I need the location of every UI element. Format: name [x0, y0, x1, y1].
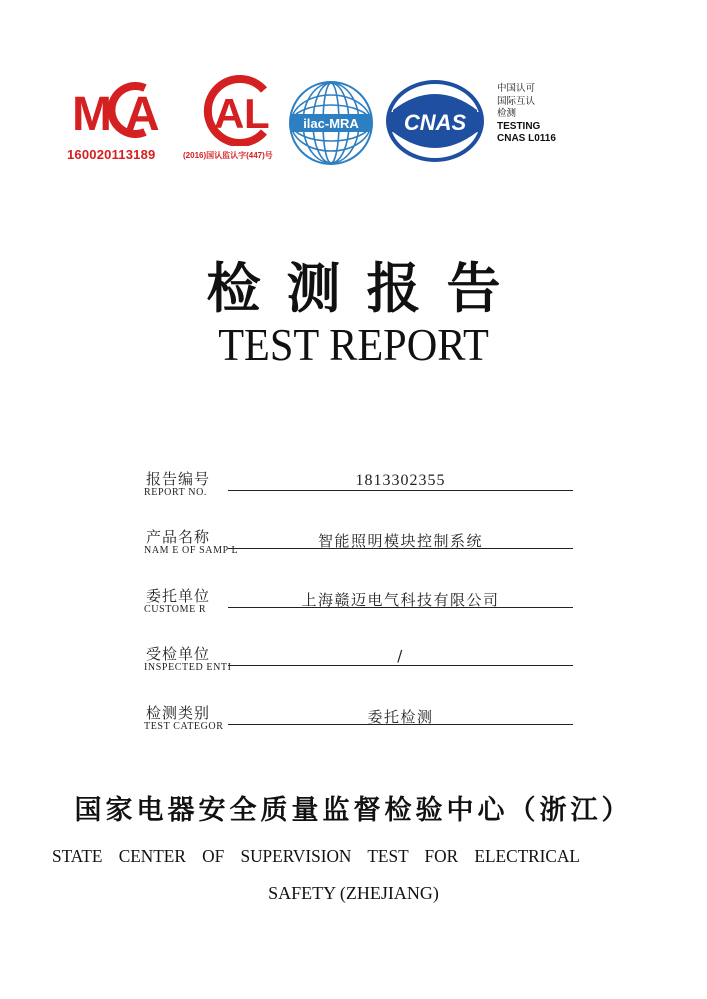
field-label-en: REPORT NO.	[144, 487, 208, 498]
field-underline	[228, 665, 573, 666]
field-test-category	[144, 702, 574, 742]
ilac-mra-logo	[288, 80, 374, 166]
field-label-cn: 委托单位	[146, 587, 211, 605]
field-label-cn: 报告编号	[146, 470, 211, 488]
field-value: /	[397, 647, 404, 665]
field-value: 智能照明模块控制系统	[317, 532, 483, 550]
field-value: 上海赣迈电气科技有限公司	[301, 591, 500, 609]
field-label-en: TEST CATEGOR	[144, 721, 224, 732]
field-label-en: NAM E OF SAMP L	[144, 545, 239, 556]
svg-text:A: A	[125, 88, 160, 141]
svg-text:ilac-MRA: ilac-MRA	[303, 116, 359, 131]
field-label-cn: 受检单位	[146, 645, 211, 663]
field-label-cn: 产品名称	[146, 528, 211, 546]
cma-logo	[67, 74, 182, 146]
cma-code: 160020113189	[67, 147, 156, 162]
report-title-cn: 检测报告	[206, 257, 527, 320]
svg-text:A: A	[214, 90, 245, 137]
organization-name-en-line2: SAFETY (ZHEJIANG)	[268, 883, 439, 903]
field-label-en: INSPECTED ENTI	[144, 662, 232, 673]
field-customer	[144, 585, 574, 625]
field-value: 委托检测	[367, 708, 434, 726]
field-underline	[228, 490, 573, 491]
svg-text:CNAS: CNAS	[403, 110, 467, 135]
cma-logo-text: M	[72, 88, 112, 141]
cal-code: (2016)国认监认字(447)号	[183, 151, 273, 160]
field-label-en: CUSTOME R	[144, 604, 207, 615]
report-title-en: TEST REPORT	[218, 319, 489, 370]
cnas-accreditation-text: 中国认可 国际互认 检测 TESTING CNAS L0116	[497, 83, 556, 144]
organization-name-cn: 国家电器安全质量监督检验中心（浙江）	[74, 795, 633, 826]
field-report-no	[144, 468, 574, 508]
cnas-logo	[385, 80, 485, 162]
svg-text:L: L	[244, 90, 270, 137]
field-inspected-entity	[144, 643, 574, 683]
field-label-cn: 检测类别	[146, 704, 211, 722]
field-value: 1813302355	[355, 472, 446, 489]
organization-name-en-line1: STATE CENTER OF SUPERVISION TEST FOR ELECTRICAL	[52, 846, 580, 866]
field-sample-name	[144, 526, 574, 566]
cal-logo	[192, 74, 282, 146]
